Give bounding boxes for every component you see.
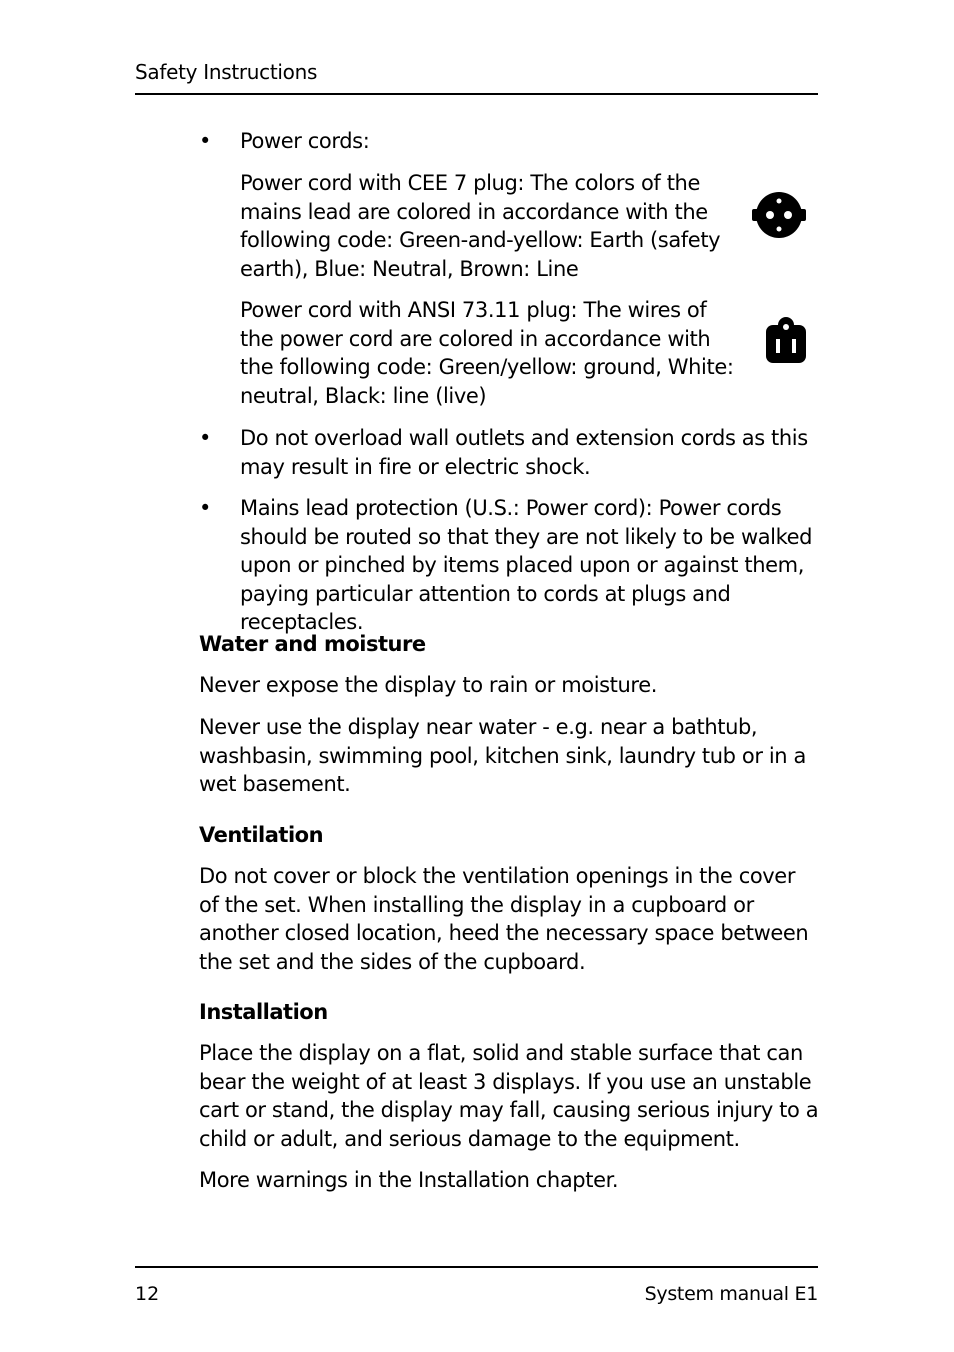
- bullet-marker: •: [199, 496, 212, 520]
- water-paragraph-1: Never expose the display to rain or moisture.: [199, 673, 657, 697]
- bullet-power-cords-label: Power cords:: [240, 129, 370, 153]
- section-heading-installation: Installation: [199, 1000, 328, 1024]
- bullet-overload-text: Do not overload wall outlets and extension cords as this may result in fire or electric shock.: [240, 426, 808, 479]
- page-header-title: Safety Instructions: [135, 60, 318, 84]
- bullet-marker: •: [199, 426, 212, 450]
- section-heading-ventilation: Ventilation: [199, 823, 324, 847]
- installation-paragraph-1: Place the display on a flat, solid and stable surface that can bear the weight of at least 3 displays. If you use an unstable cart or stand, the display may fall, causing serious injury to a child or adult, and serious damage to the equipment.: [199, 1041, 819, 1151]
- section-heading-water: Water and moisture: [199, 632, 426, 656]
- ansi-plug-icon: [750, 315, 808, 369]
- page-number: 12: [135, 1283, 160, 1305]
- cee7-plug-icon: [750, 188, 808, 246]
- ansi-plug-description: Power cord with ANSI 73.11 plug: The wires of the power cord are colored in accordance with the following code: Green/yellow: ground, White: neutral, Black: line (live): [240, 298, 734, 408]
- ventilation-paragraph: Do not cover or block the ventilation openings in the cover of the set. When installing the display in a cupboard or another closed location, heed the necessary space between the set and the sides of the cupboard.: [199, 864, 809, 974]
- manual-title: System manual E1: [644, 1283, 818, 1305]
- installation-paragraph-2: More warnings in the Installation chapter.: [199, 1168, 619, 1192]
- footer-divider: [135, 1266, 818, 1268]
- water-paragraph-2: Never use the display near water - e.g. near a bathtub, washbasin, swimming pool, kitchen sink, laundry tub or in a wet basement.: [199, 715, 806, 796]
- header-divider: [135, 93, 818, 95]
- cee7-plug-description: Power cord with CEE 7 plug: The colors of the mains lead are colored in accordance with the following code: Green-and-yellow: Earth (safety earth), Blue: Neutral, Brown: Line: [240, 171, 721, 281]
- bullet-marker: •: [199, 129, 212, 153]
- bullet-mains-lead-text: Mains lead protection (U.S.: Power cord): Power cords should be routed so that they are not likely to be walked upon or pinched by items placed upon or against them, paying particular attention to cords at plugs and receptacles.: [240, 496, 813, 634]
